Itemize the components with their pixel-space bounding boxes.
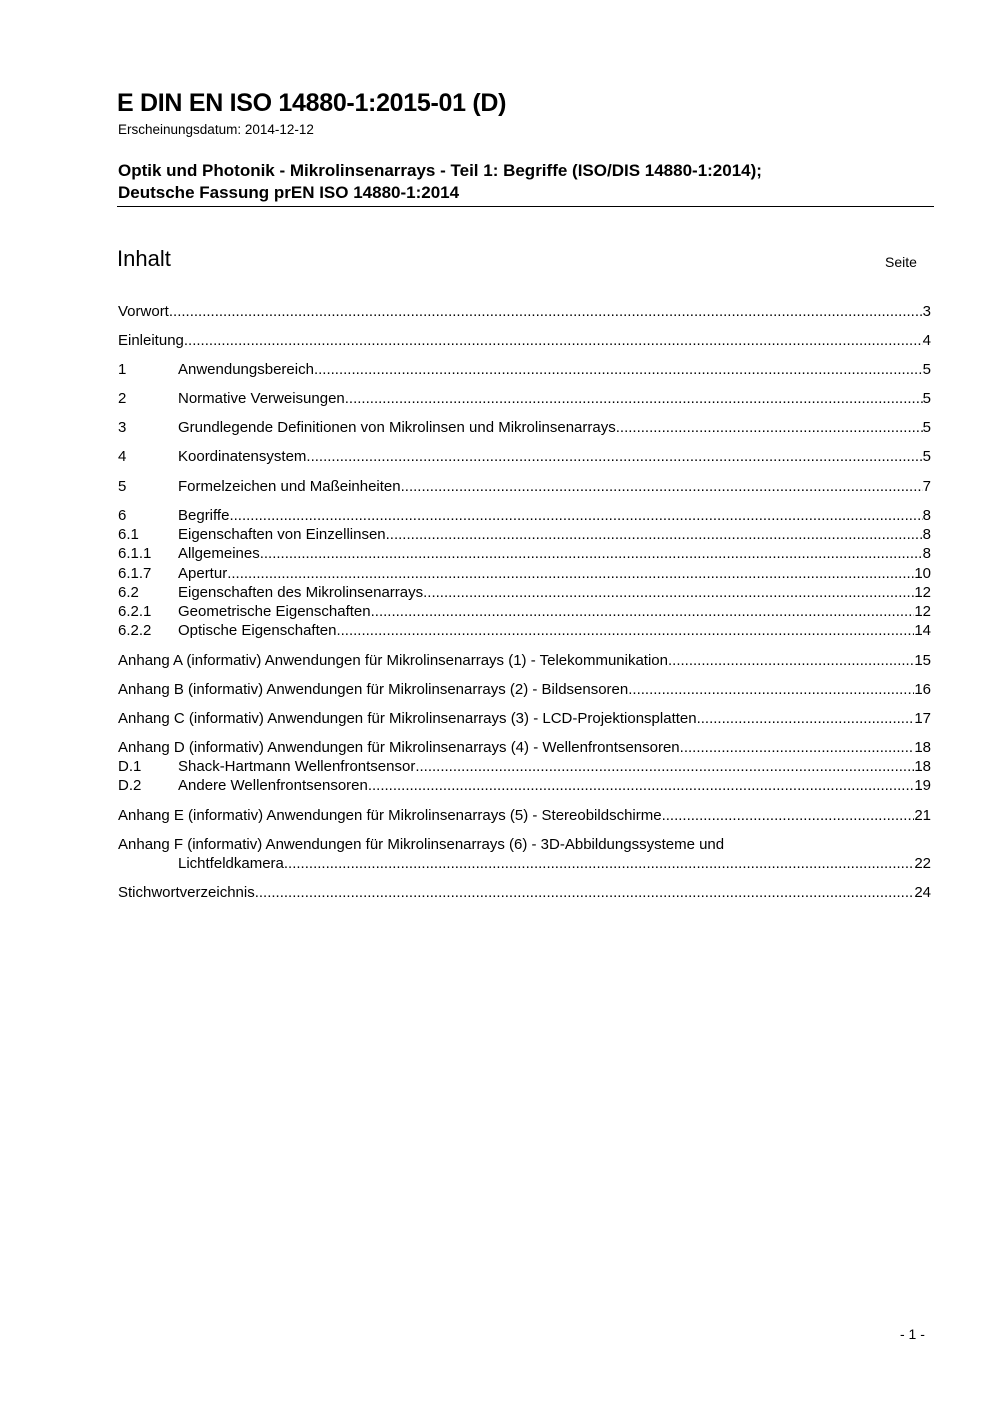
- toc-entry-page: 10: [914, 564, 931, 582]
- toc-group: [118, 806, 931, 825]
- table-of-contents: [118, 302, 931, 912]
- toc-entry-number: 6.1.1: [118, 545, 152, 563]
- leader-dots: [260, 544, 923, 563]
- toc-entry-continuation[interactable]: [118, 854, 931, 873]
- toc-entry[interactable]: [118, 331, 931, 350]
- toc-group: [118, 418, 931, 437]
- toc-group: [118, 447, 931, 466]
- toc-entry-page: 17: [914, 709, 931, 727]
- toc-group: [118, 883, 931, 902]
- toc-entry[interactable]: [118, 360, 931, 379]
- leader-dots: [184, 331, 923, 350]
- toc-entry-title: Anhang D (informativ) Anwendungen für Mikrolinsenarrays (4) - Wellenfrontsensoren: [118, 738, 680, 756]
- toc-entry-title-continuation: Lichtfeldkamera: [178, 854, 284, 872]
- subtitle-line-2: Deutsche Fassung prEN ISO 14880-1:2014: [118, 183, 460, 202]
- leader-dots: [169, 302, 923, 321]
- toc-entry-title: Allgemeines: [178, 545, 260, 563]
- toc-entry-number: 6.1: [118, 525, 139, 543]
- toc-entry-title: Anwendungsbereich: [178, 361, 314, 379]
- toc-entry[interactable]: [118, 525, 931, 544]
- toc-entry[interactable]: [118, 602, 931, 621]
- leader-dots: [229, 506, 922, 525]
- toc-entry-title: Anhang E (informativ) Anwendungen für Mikrolinsenarrays (5) - Stereobildschirme: [118, 806, 662, 824]
- leader-dots: [386, 525, 923, 544]
- leader-dots: [368, 776, 914, 795]
- toc-entry-page: 5: [922, 448, 931, 466]
- toc-entry-number: 6.2.1: [118, 603, 152, 621]
- toc-group: [118, 680, 931, 699]
- leader-dots: [668, 651, 914, 670]
- toc-entry[interactable]: [118, 621, 931, 640]
- toc-entry[interactable]: [118, 776, 931, 795]
- leader-dots: [423, 583, 914, 602]
- toc-entry-title: Anhang A (informativ) Anwendungen für Mikrolinsenarrays (1) - Telekommunikation: [118, 651, 668, 669]
- toc-entry[interactable]: [118, 709, 931, 728]
- toc-entry-title: Anhang F (informativ) Anwendungen für Mikrolinsenarrays (6) - 3D-Abbildungssysteme und: [118, 835, 725, 853]
- toc-entry-title: Koordinatensystem: [178, 448, 307, 466]
- toc-entry-page: 24: [914, 883, 931, 901]
- toc-entry-title: Geometrische Eigenschaften: [178, 603, 371, 621]
- document-subtitle: [118, 160, 762, 204]
- toc-entry-page: 5: [922, 390, 931, 408]
- toc-entry-number: 5: [118, 477, 127, 495]
- toc-entry-page: 22: [914, 854, 931, 872]
- toc-entry-title: Eigenschaften des Mikrolinsenarrays: [178, 583, 424, 601]
- toc-entry-title: Anhang B (informativ) Anwendungen für Mikrolinsenarrays (2) - Bildsensoren: [118, 680, 629, 698]
- toc-entry-title: Shack-Hartmann Wellenfrontsensor: [178, 758, 416, 776]
- toc-entry-title: Stichwortverzeichnis: [118, 883, 255, 901]
- leader-dots: [314, 360, 923, 379]
- toc-entry-title: Anhang C (informativ) Anwendungen für Mikrolinsenarrays (3) - LCD-Projektionsplatten: [118, 709, 697, 727]
- toc-entry[interactable]: [118, 564, 931, 583]
- page-column-heading: Seite: [885, 254, 917, 270]
- leader-dots: [662, 806, 915, 825]
- toc-entry-number: 6.1.7: [118, 564, 152, 582]
- toc-entry-page: 5: [922, 361, 931, 379]
- toc-entry-page: 21: [914, 806, 931, 824]
- publication-date: Erscheinungsdatum: 2014-12-12: [118, 122, 314, 137]
- toc-entry[interactable]: [118, 447, 931, 466]
- toc-entry[interactable]: [118, 544, 931, 563]
- toc-entry-number: 6.2.2: [118, 622, 152, 640]
- toc-entry-title: Einleitung: [118, 332, 184, 350]
- leader-dots: [401, 477, 923, 496]
- toc-entry-number: 2: [118, 390, 127, 408]
- header-rule: [117, 206, 934, 207]
- toc-entry[interactable]: [118, 418, 931, 437]
- toc-group: [118, 477, 931, 496]
- toc-entry[interactable]: [118, 738, 931, 757]
- leader-dots: [284, 854, 914, 873]
- toc-entry-page: 4: [922, 332, 931, 350]
- toc-entry-title: Grundlegende Definitionen von Mikrolinsen und Mikrolinsenarrays: [178, 419, 616, 437]
- leader-dots: [306, 447, 922, 466]
- toc-entry-page: 18: [914, 758, 931, 776]
- toc-entry-title: Eigenschaften von Einzellinsen: [178, 525, 386, 543]
- toc-entry-number: D.1: [118, 758, 142, 776]
- leader-dots: [371, 602, 915, 621]
- toc-entry-page: 16: [914, 680, 931, 698]
- toc-entry-title: Apertur: [178, 564, 228, 582]
- toc-entry[interactable]: [118, 389, 931, 408]
- toc-entry[interactable]: [118, 757, 931, 776]
- toc-group: [118, 738, 931, 796]
- toc-entry-title: Optische Eigenschaften: [178, 622, 337, 640]
- toc-entry-title: Vorwort: [118, 303, 169, 320]
- toc-entry-page: 7: [922, 477, 931, 495]
- document-title: E DIN EN ISO 14880-1:2015-01 (D): [117, 89, 507, 117]
- leader-dots: [345, 389, 923, 408]
- toc-entry-number: D.2: [118, 777, 142, 795]
- toc-heading: Inhalt: [117, 246, 171, 271]
- toc-entry-title: Andere Wellenfrontsensoren: [178, 777, 368, 795]
- toc-group: [118, 331, 931, 350]
- toc-entry-number: 1: [118, 361, 127, 379]
- toc-entry-page: 12: [914, 603, 931, 621]
- leader-dots: [616, 418, 923, 437]
- toc-group: [118, 709, 931, 728]
- toc-entry[interactable]: [118, 583, 931, 602]
- toc-entry-number: 4: [118, 448, 127, 466]
- subtitle-line-1: Optik und Photonik - Mikrolinsenarrays - Teil 1: Begriffe (ISO/DIS 14880-1:2014);: [118, 161, 762, 180]
- toc-entry-page: 12: [914, 583, 931, 601]
- toc-entry[interactable]: [118, 883, 931, 902]
- toc-entry[interactable]: [118, 806, 931, 825]
- page-number-footer: - 1 -: [900, 1326, 925, 1342]
- toc-entry-number: 6.2: [118, 583, 139, 601]
- toc-entry-page: 8: [922, 545, 931, 563]
- leader-dots: [255, 883, 915, 902]
- toc-group: [118, 389, 931, 408]
- toc-entry[interactable]: [118, 835, 931, 854]
- leader-dots: [697, 709, 915, 728]
- toc-entry-title: Normative Verweisungen: [178, 390, 345, 408]
- toc-entry[interactable]: [118, 651, 931, 670]
- toc-entry-page: 5: [922, 419, 931, 437]
- toc-entry-page: 15: [914, 651, 931, 669]
- toc-entry-page: 19: [914, 777, 931, 795]
- toc-entry-page: 8: [922, 506, 931, 524]
- leader-dots: [628, 680, 914, 699]
- toc-group: [118, 506, 931, 641]
- leader-dots: [227, 564, 914, 583]
- toc-entry-title: Formelzeichen und Maßeinheiten: [178, 477, 401, 495]
- toc-group: [118, 651, 931, 670]
- toc-entry[interactable]: [118, 302, 931, 321]
- leader-dots: [336, 621, 914, 640]
- toc-entry-page: 14: [914, 622, 931, 640]
- leader-dots: [680, 738, 915, 757]
- toc-entry[interactable]: [118, 506, 931, 525]
- leader-dots: [415, 757, 914, 776]
- toc-entry-page: 18: [914, 738, 931, 756]
- toc-group: [118, 302, 931, 321]
- toc-entry[interactable]: [118, 680, 931, 699]
- toc-group: [118, 360, 931, 379]
- toc-group: [118, 835, 931, 874]
- toc-entry-number: 6: [118, 506, 127, 524]
- toc-entry-page: 8: [922, 525, 931, 543]
- toc-entry[interactable]: [118, 477, 931, 496]
- toc-entry-title: Begriffe: [178, 506, 230, 524]
- toc-entry-number: 3: [118, 419, 127, 437]
- toc-entry-page: 3: [922, 303, 931, 320]
